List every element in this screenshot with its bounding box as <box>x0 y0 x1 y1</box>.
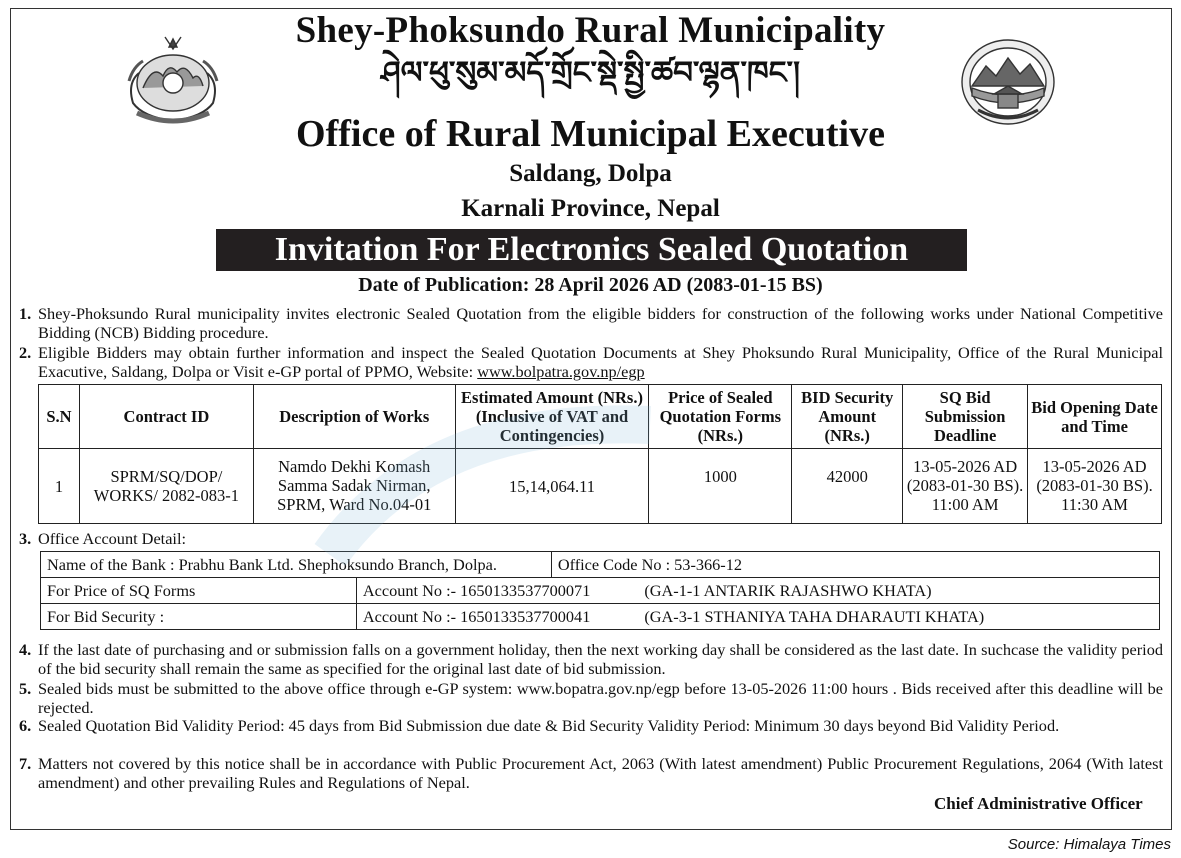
source-credit: Source: Himalaya Times <box>1007 836 1171 853</box>
paragraph-6 <box>19 716 1163 735</box>
tibetan-title: ཤེལ་ཕུ་སུམ་མདོ་གྲོང་སྡེ་སྤྱི་ཚབ་ལྷན་ཁང་། <box>381 55 800 90</box>
header-contract-id: Contract ID <box>79 385 253 449</box>
account-khata: (GA-1-1 ANTARIK RAJASHWO KHATA) <box>644 580 932 600</box>
paragraph-number: 1. <box>19 304 32 323</box>
paragraph-text: Sealed Quotation Bid Validity Period: 45 days from Bid Submission due date & Bid Security Validity Period: Minimum 30 days beyond Bid Validity Period. <box>38 716 1060 735</box>
paragraph-text-body: Eligible Bidders may obtain further information and inspect the Sealed Quotation Documents at Shey Phoksundo Rural Municipality, Office of the Rural Municipal Exacutive, Saldang, Dolpa or Visit e-GP portal of PPMO, Website: <box>38 343 1163 381</box>
paragraph-2 <box>19 343 1163 381</box>
paragraph-text: Sealed bids must be submitted to the above office through e-GP system: www.bopatra.gov.np/egp before 13-05-2026 11:00 hours . Bids received after this deadline will be rejected. <box>38 679 1163 717</box>
cell-opening: 13-05-2026 AD (2083-01-30 BS). 11:30 AM <box>1028 449 1162 524</box>
paragraph-text <box>38 343 1163 381</box>
paragraph-number: 3. <box>19 529 32 548</box>
paragraph-text: Office Account Detail: <box>38 529 186 548</box>
bank-name: Name of the Bank : Prabhu Bank Ltd. Shephoksundo Branch, Dolpa. <box>41 552 552 578</box>
table-header-row <box>39 385 1162 449</box>
account-row <box>41 578 1160 604</box>
header-sn: S.N <box>39 385 80 449</box>
cell-estimated-amount: 15,14,064.11 <box>455 449 649 524</box>
cell-bid-security: 42000 <box>792 449 903 524</box>
paragraph-3 <box>19 529 1163 548</box>
paragraph-number: 4. <box>19 640 32 659</box>
header-deadline: SQ Bid Submission Deadline <box>903 385 1028 449</box>
account-number: Account No :- 1650133537700041 <box>362 606 591 626</box>
municipality-title: Shey-Phoksundo Rural Municipality <box>295 10 886 51</box>
address-line-2: Karnali Province, Nepal <box>461 195 720 222</box>
header-bid-security: BID Security Amount (NRs.) <box>792 385 903 449</box>
header-estimated-amount: Estimated Amount (NRs.) (Inclusive of VAT and Contingencies) <box>455 385 649 449</box>
paragraph-4 <box>19 640 1163 678</box>
publication-date: Date of Publication: 28 April 2026 AD (2083-01-15 BS) <box>358 274 823 296</box>
cell-description: Namdo Dekhi Komash Samma Sadak Nirman, SPRM, Ward No.04-01 <box>253 449 455 524</box>
cell-sn: 1 <box>39 449 80 524</box>
signature: Chief Administrative Officer <box>934 794 1143 813</box>
cell-price-forms: 1000 <box>649 449 792 524</box>
egp-portal-link[interactable]: www.bolpatra.gov.np/egp <box>477 362 645 381</box>
paragraph-number: 7. <box>19 754 32 773</box>
account-khata: (GA-3-1 STHANIYA TAHA DHARAUTI KHATA) <box>644 606 985 626</box>
account-purpose: For Price of SQ Forms <box>41 578 357 604</box>
paragraph-number: 2. <box>19 343 32 362</box>
notice-banner: Invitation For Electronics Sealed Quotation <box>216 229 967 271</box>
account-table <box>40 551 1160 630</box>
address-line-1: Saldang, Dolpa <box>509 160 672 187</box>
table-row <box>39 449 1162 524</box>
office-code: Office Code No : 53-366-12 <box>551 552 1159 578</box>
header-opening: Bid Opening Date and Time <box>1028 385 1162 449</box>
header-price-forms: Price of Sealed Quotation Forms (NRs.) <box>649 385 792 449</box>
account-number-cell <box>356 604 1159 630</box>
cell-deadline: 13-05-2026 AD (2083-01-30 BS). 11:00 AM <box>903 449 1028 524</box>
office-title: Office of Rural Municipal Executive <box>296 113 885 155</box>
paragraph-1 <box>19 304 1163 342</box>
account-number-cell <box>356 578 1159 604</box>
works-table <box>38 384 1162 524</box>
account-purpose: For Bid Security : <box>41 604 357 630</box>
paragraph-text: If the last date of purchasing and or submission falls on a government holiday, then the next working day shall be considered as the last date. In suchcase the validity period of the bid security shall remain the same as specified for the original last date of bid submission. <box>38 640 1163 678</box>
header-description: Description of Works <box>253 385 455 449</box>
account-number: Account No :- 1650133537700071 <box>362 580 591 600</box>
account-row <box>41 604 1160 630</box>
account-bank-row <box>41 552 1160 578</box>
paragraph-text: Matters not covered by this notice shall be in accordance with Public Procurement Act, 2063 (With latest amendment) Public Procurement Regulations, 2064 (With latest amendment) and other prevailing Rules and Regulations of Nepal. <box>38 754 1163 792</box>
paragraph-number: 5. <box>19 679 32 698</box>
paragraph-5 <box>19 679 1163 717</box>
paragraph-7 <box>19 754 1163 792</box>
paragraph-number: 6. <box>19 716 32 735</box>
paragraph-text: Shey-Phoksundo Rural municipality invites electronic Sealed Quotation from the eligible bidders for construction of the following works under National Competitive Bidding (NCB) Bidding procedure. <box>38 304 1163 342</box>
cell-contract-id: SPRM/SQ/DOP/ WORKS/ 2082-083-1 <box>79 449 253 524</box>
